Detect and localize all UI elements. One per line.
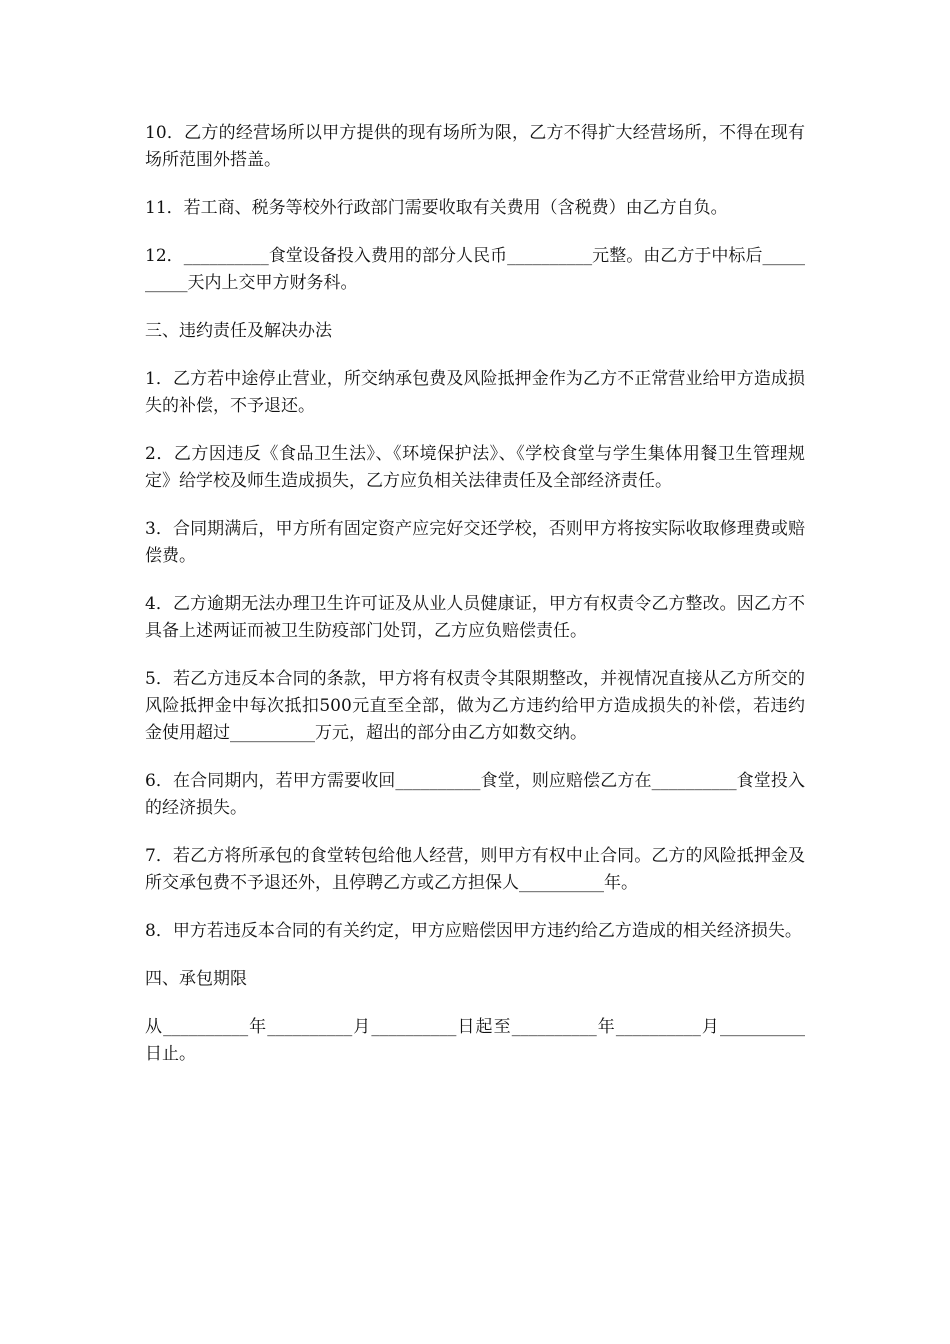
clause-10: 10．乙方的经营场所以甲方提供的现有场所为限，乙方不得扩大经营场所，不得在现有场所范围外搭盖。 [145,123,805,170]
breach-clause-2: 2．乙方因违反《食品卫生法》、《环境保护法》、《学校食堂与学生集体用餐卫生管理规定》给学校及师生造成损失，乙方应负相关法律责任及全部经济责任。 [145,444,805,491]
breach-clause-8: 8．甲方若违反本合同的有关约定，甲方应赔偿因甲方违约给乙方造成的相关经济损失。 [145,921,802,941]
section-heading-breach: 三、违约责任及解决办法 [145,321,332,341]
breach-clause-1: 1．乙方若中途停止营业，所交纳承包费及风险抵押金作为乙方不正常营业给甲方造成损失的补偿，不予退还。 [145,369,805,416]
breach-clause-3: 3．合同期满后，甲方所有固定资产应完好交还学校，否则甲方将按实际收取修理费或赔偿费。 [145,519,805,566]
clause-11: 11．若工商、税务等校外行政部门需要收取有关费用（含税费）由乙方自负。 [145,198,728,218]
breach-clause-7: 7．若乙方将所承包的食堂转包给他人经营，则甲方有权中止合同。乙方的风险抵押金及所交承包费不予退还外，且停聘乙方或乙方担保人__________年。 [145,846,805,893]
contract-body [145,120,805,1089]
section-heading-term: 四、承包期限 [145,969,247,989]
breach-clause-5: 5．若乙方违反本合同的条款，甲方将有权责令其限期整改，并视情况直接从乙方所交的风险抵押金中每次抵扣500元直至全部，做为乙方违约给甲方造成损失的补偿，若违约金使用超过__________万元，超出的部分由乙方如数交纳。 [145,669,805,743]
breach-clause-6: 6．在合同期内，若甲方需要收回__________食堂，则应赔偿乙方在__________食堂投入的经济损失。 [145,771,805,818]
breach-clause-4: 4．乙方逾期无法办理卫生许可证及从业人员健康证，甲方有权责令乙方整改。因乙方不具备上述两证而被卫生防疫部门处罚，乙方应负赔偿责任。 [145,594,805,641]
term-clause: 从__________年__________月__________日起至__________年__________月__________日止。 [145,1017,805,1064]
clause-12: 12．__________食堂设备投入费用的部分人民币__________元整。由乙方于中标后__________天内上交甲方财务科。 [145,246,805,293]
